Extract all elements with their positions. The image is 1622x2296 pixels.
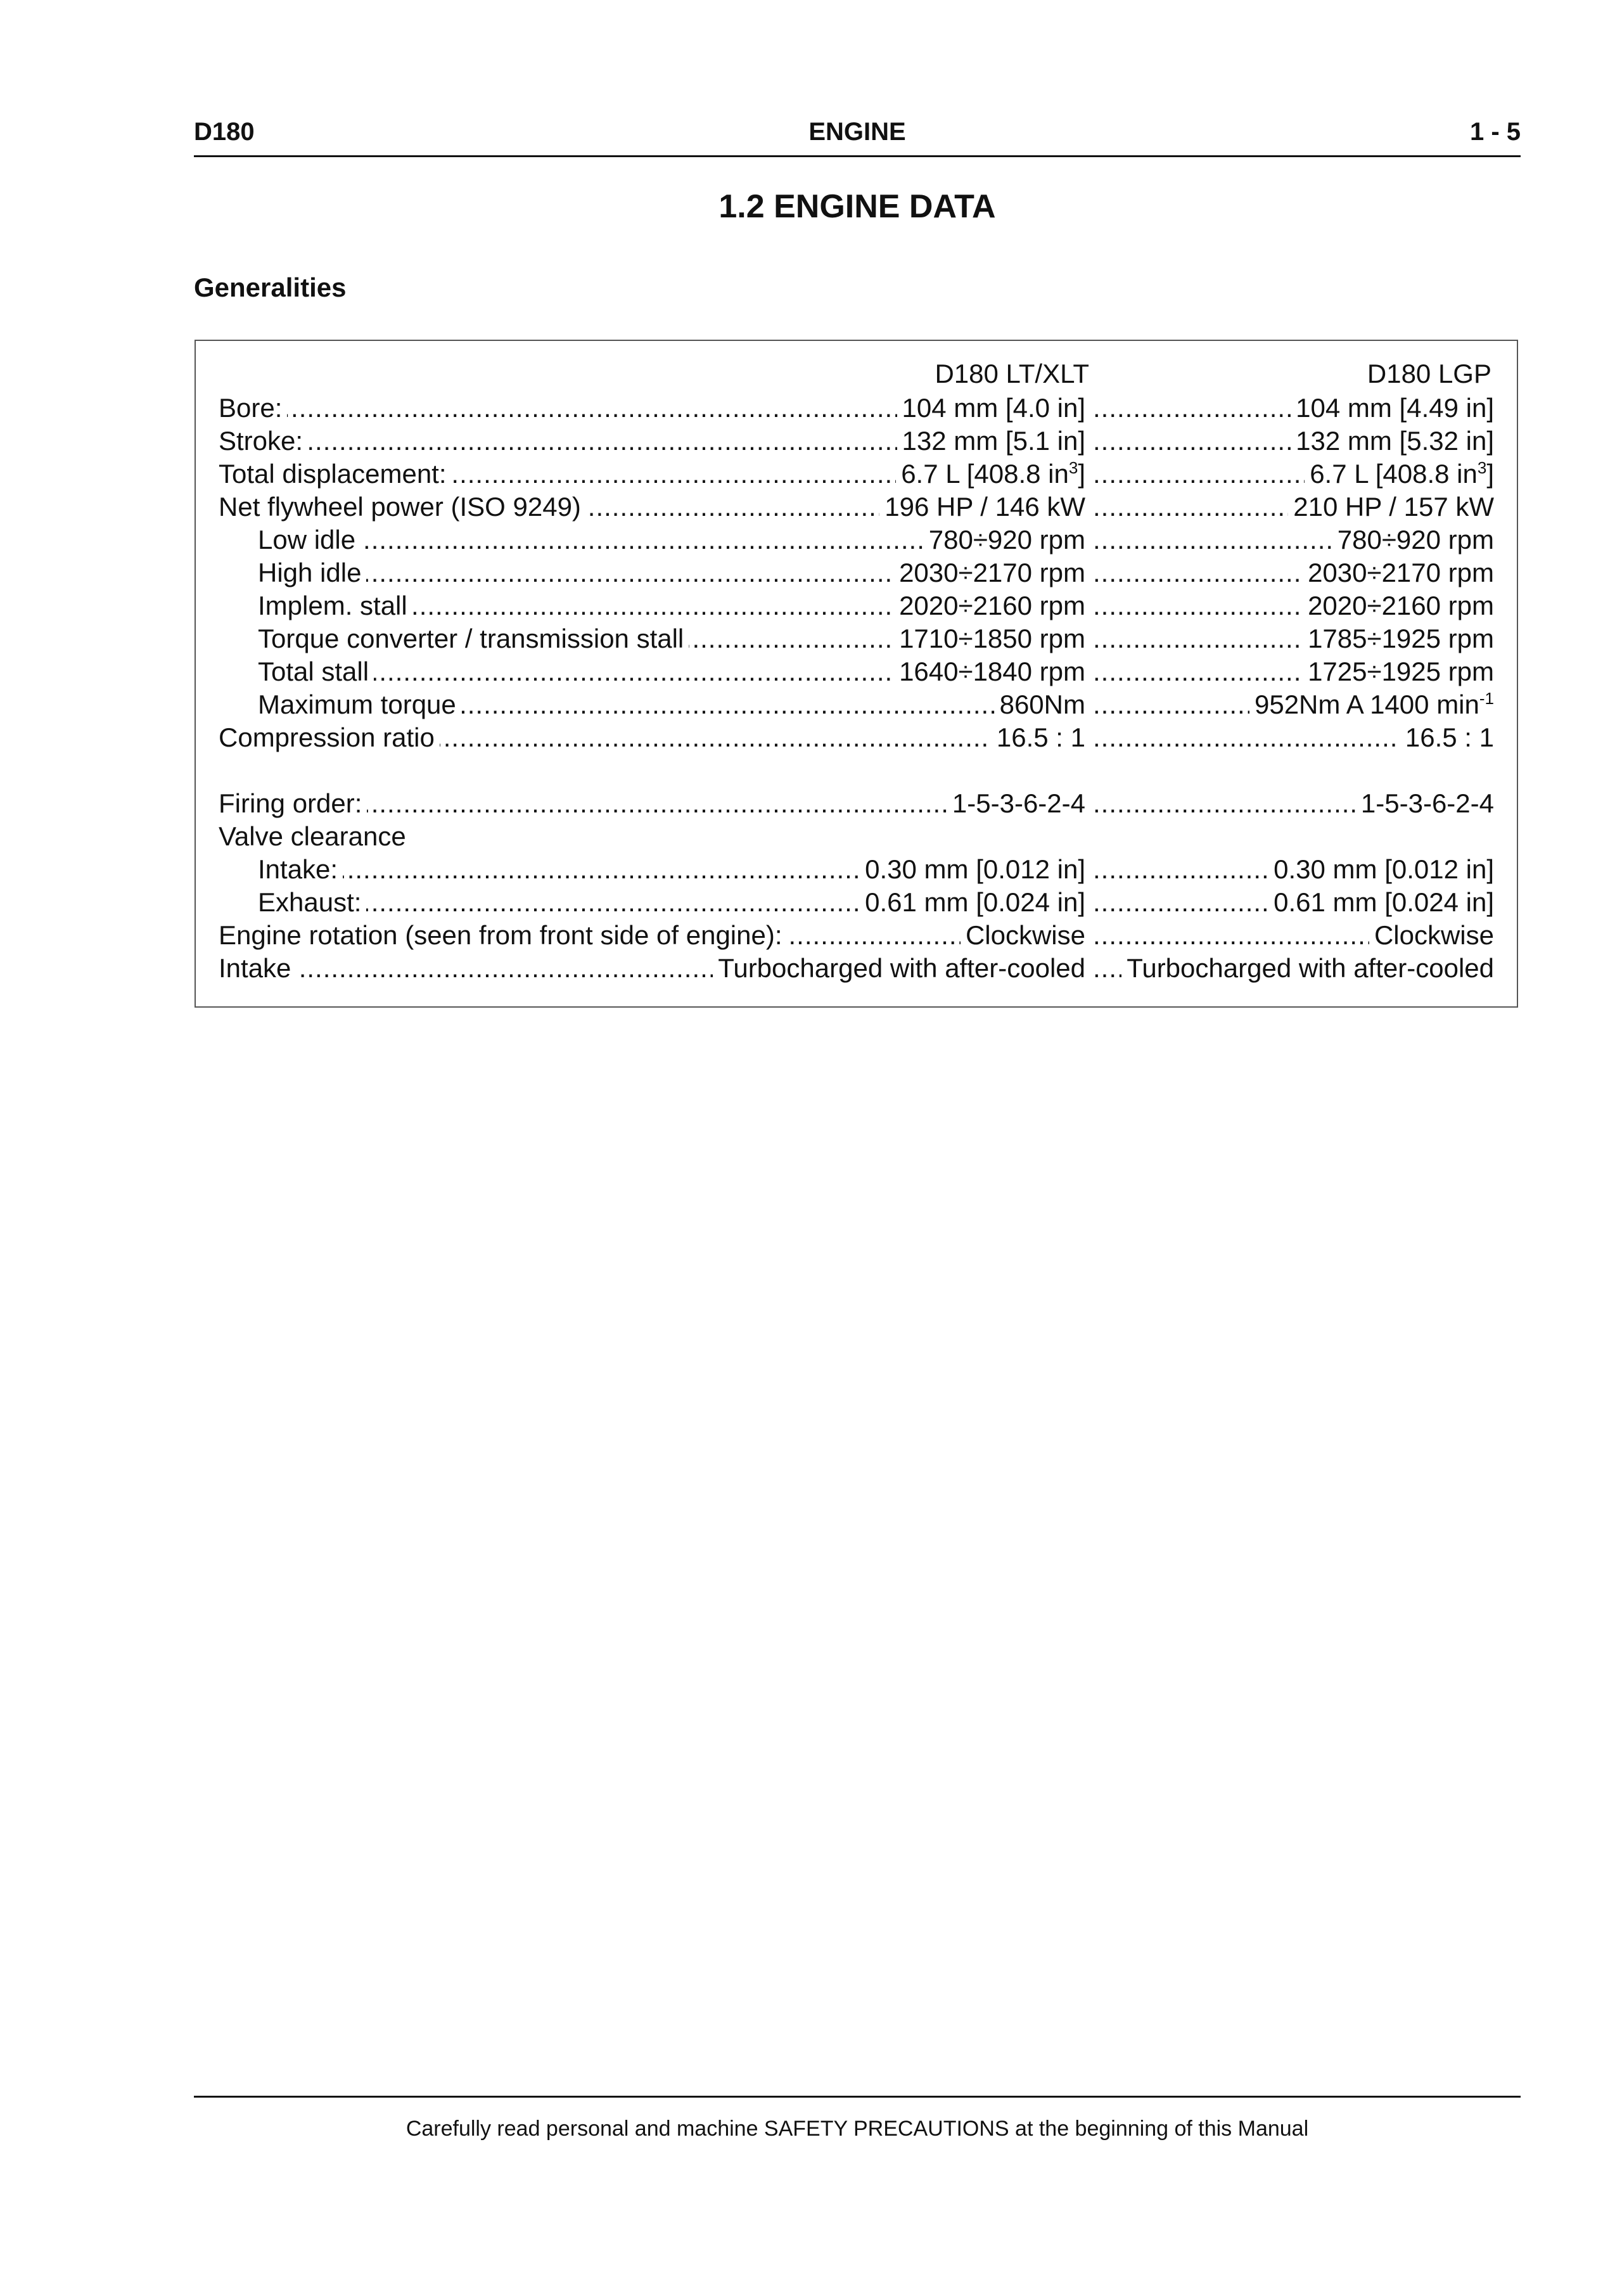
value-lt-xlt: 2030÷2170 rpm: [894, 556, 1089, 589]
value-lgp: 16.5 : 1: [1400, 721, 1494, 754]
engine-data-table: [195, 340, 1518, 1008]
section-heading: Generalities: [194, 273, 347, 302]
value-lgp: 0.30 mm [0.012 in]: [1268, 853, 1494, 886]
table-row: [219, 919, 1494, 952]
table-row: [219, 721, 1494, 754]
value-lgp: 210 HP / 157 kW: [1288, 491, 1494, 523]
value-lgp: 1725÷1925 rpm: [1303, 655, 1494, 688]
row-label: Engine rotation (seen from front side of engine):: [219, 919, 788, 952]
header-page-number: 1 - 5: [1469, 118, 1521, 146]
footer-divider: [194, 2096, 1521, 2098]
table-row: [219, 886, 1494, 919]
page-header: [194, 118, 1521, 156]
value-lt-xlt: 1710÷1850 rpm: [894, 622, 1089, 655]
row-label: Compression ratio: [219, 721, 440, 754]
row-label: Implem. stall: [219, 589, 412, 622]
value-lgp: [1249, 688, 1494, 721]
value-lt-xlt: 0.61 mm [0.024 in]: [860, 886, 1089, 919]
value-lt-xlt: Turbocharged with after-cooled: [713, 952, 1089, 985]
row-label: Intake:: [219, 853, 343, 886]
table-row: [219, 688, 1494, 721]
value-lgp: [1305, 458, 1494, 491]
value-lt-xlt: 0.30 mm [0.012 in]: [860, 853, 1089, 886]
header-divider: [194, 155, 1521, 157]
value-lgp: 132 mm [5.32 in]: [1291, 425, 1494, 458]
table-row: [219, 820, 1494, 853]
value-lgp: 780÷920 rpm: [1332, 523, 1494, 556]
header-model: D180: [194, 118, 255, 146]
value-lgp: 1785÷1925 rpm: [1303, 622, 1494, 655]
row-label: Valve clearance: [219, 820, 411, 853]
value-lgp: 1-5-3-6-2-4: [1356, 787, 1494, 820]
value-lt-xlt: 132 mm [5.1 in]: [897, 425, 1089, 458]
value-lt-xlt: Clockwise: [961, 919, 1089, 952]
value-lgp: Clockwise: [1369, 919, 1494, 952]
table-row: [219, 458, 1494, 491]
table-row: [219, 523, 1494, 556]
row-label: Torque converter / transmission stall: [219, 622, 689, 655]
header-section: ENGINE: [808, 118, 906, 146]
value-tail: ]: [1078, 459, 1085, 489]
table-row: [219, 622, 1494, 655]
value-text: 6.7 L [408.8 in: [901, 459, 1069, 489]
value-lgp: 0.61 mm [0.024 in]: [1268, 886, 1494, 919]
superscript: -1: [1479, 689, 1494, 708]
value-lt-xlt: 104 mm [4.0 in]: [897, 392, 1089, 425]
row-label: Bore:: [219, 392, 287, 425]
value-text: 6.7 L [408.8 in: [1310, 459, 1478, 489]
value-lt-xlt: [896, 458, 1089, 491]
table-row: [219, 952, 1494, 985]
table-row: [219, 392, 1494, 425]
table-row: [219, 491, 1494, 523]
superscript: 3: [1477, 458, 1487, 477]
table-row: [219, 655, 1494, 688]
row-label: High idle: [219, 556, 366, 589]
value-lgp: 2030÷2170 rpm: [1303, 556, 1494, 589]
table-row: [219, 853, 1494, 886]
value-lt-xlt: 196 HP / 146 kW: [879, 491, 1089, 523]
row-label: Total displacement:: [219, 458, 452, 491]
column-header-lgp: D180 LGP: [1367, 359, 1491, 388]
table-row: [219, 425, 1494, 458]
value-lt-xlt: 1-5-3-6-2-4: [947, 787, 1089, 820]
page-title: 1.2 ENGINE DATA: [718, 188, 996, 225]
superscript: 3: [1068, 458, 1078, 477]
row-label: Exhaust:: [219, 886, 366, 919]
value-lt-xlt: 860Nm: [995, 688, 1089, 721]
value-text: 952Nm A 1400 min: [1254, 689, 1479, 719]
table-row: [219, 589, 1494, 622]
value-lt-xlt: 1640÷1840 rpm: [894, 655, 1089, 688]
row-label: Maximum torque: [219, 688, 461, 721]
column-header-lt-xlt: D180 LT/XLT: [935, 359, 1089, 388]
row-label: Stroke:: [219, 425, 308, 458]
page-footer: Carefully read personal and machine SAFETY PRECAUTIONS at the beginning of this Manual: [406, 2117, 1309, 2141]
row-label: Net flywheel power (ISO 9249): [219, 491, 586, 523]
row-label: Total stall: [219, 655, 374, 688]
row-label: Intake: [219, 952, 296, 985]
row-label: Firing order:: [219, 787, 367, 820]
table-row: [219, 556, 1494, 589]
table-row: [219, 787, 1494, 820]
value-tail: ]: [1486, 459, 1494, 489]
value-lt-xlt: 780÷920 rpm: [924, 523, 1089, 556]
value-lgp: 2020÷2160 rpm: [1303, 589, 1494, 622]
value-lgp: Turbocharged with after-cooled: [1121, 952, 1494, 985]
column-headers: [196, 359, 1517, 392]
value-lt-xlt: 16.5 : 1: [992, 721, 1089, 754]
value-lt-xlt: 2020÷2160 rpm: [894, 589, 1089, 622]
row-label: Low idle: [219, 523, 361, 556]
value-lgp: 104 mm [4.49 in]: [1291, 392, 1494, 425]
